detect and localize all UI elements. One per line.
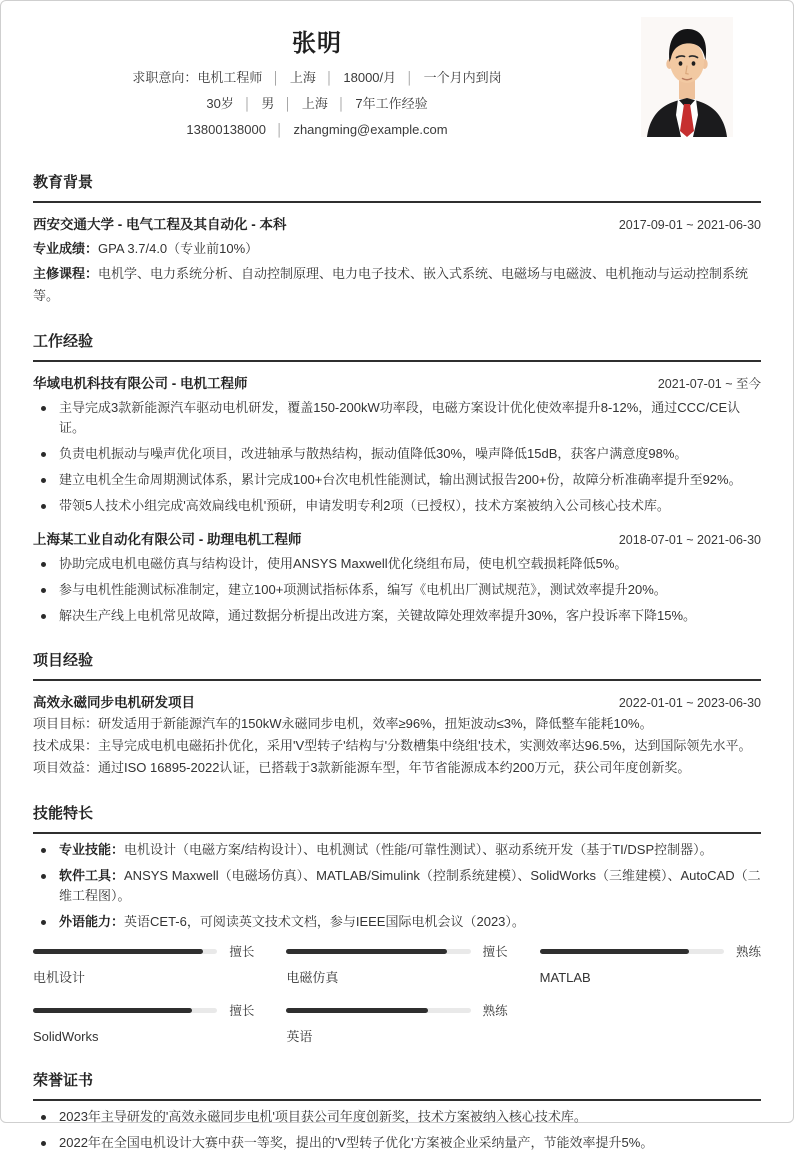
detail-label: 专业成绩： — [33, 241, 99, 256]
entry-title: 上海某工业自动化有限公司 - 助理电机工程师 — [33, 532, 302, 547]
skill-bullet-label: 专业技能： — [59, 842, 125, 857]
skill-bar-cell — [286, 1001, 507, 1046]
bullet-item: 参与电机性能测试标准制定，建立100+项测试指标体系，编写《电机出厂测试规范》，测试效率提升20%。 — [33, 580, 761, 600]
projects-entry — [33, 693, 761, 779]
skill-bar-track — [286, 1008, 470, 1013]
education-entry — [33, 215, 761, 307]
contact-item: 求职意向：电机工程师 — [132, 70, 263, 85]
section-skills — [33, 803, 761, 1046]
contact-separator: │ — [275, 123, 284, 137]
contact-separator: │ — [337, 97, 346, 111]
entry-date-range: 2018-07-01 ~ 2021-06-30 — [618, 533, 761, 547]
contact-item: 一个月内到岗 — [423, 70, 502, 85]
entry-heading-row — [33, 374, 761, 394]
contact-row — [33, 94, 601, 114]
bullet-item: 协助完成电机电磁仿真与结构设计，使用ANSYS Maxwell优化绕组布局，使电机空载损耗降低5%。 — [33, 554, 761, 574]
skill-bar-cell — [540, 942, 761, 987]
entry-detail-line: 项目目标：研发适用于新能源汽车的150kW永磁同步电机，效率≥96%，扭矩波动≤3%，降低整车能耗10%。 — [33, 716, 653, 731]
contact-item: 上海 — [289, 70, 316, 85]
project-entries — [33, 693, 761, 779]
skill-bars-grid — [33, 942, 761, 1046]
section-divider — [33, 360, 761, 362]
skill-level-label: 擅长 — [229, 1004, 255, 1018]
entry-title: 华域电机科技有限公司 - 电机工程师 — [33, 376, 248, 391]
skill-bar-row — [286, 942, 507, 960]
honor-bullet-item: 2023年主导研发的'高效永磁同步电机'项目获公司年度创新奖，技术方案被纳入核心技术库。 — [33, 1107, 761, 1127]
section-education — [33, 172, 761, 307]
bullet-item: 带领5人技术小组完成'高效扁线电机'预研，申请发明专利2项（已授权），技术方案被纳入公司核心技术库。 — [33, 496, 761, 516]
detail-label: 主修课程： — [33, 266, 99, 281]
skill-level-label: 熟练 — [735, 945, 761, 959]
entry-detail-line: 项目效益：通过ISO 16895-2022认证，已搭载于3款新能源车型，年节省能源成本约200万元，获公司年度创新奖。 — [33, 760, 691, 775]
contact-separator: │ — [325, 71, 334, 85]
skill-name-label: 电机设计 — [33, 970, 86, 985]
skill-bullet-item: 外语能力：英语CET-6，可阅读英文技术文档，参与IEEE国际电机会议（2023）。 — [33, 912, 761, 932]
section-title-work: 工作经验 — [33, 333, 94, 350]
honors-bullet-list — [33, 1107, 761, 1153]
bullet-list — [33, 398, 761, 516]
work-entry — [33, 374, 761, 516]
detail-label: 项目效益： — [33, 760, 99, 775]
skill-bar-track — [33, 949, 217, 954]
entry-heading-row — [33, 530, 761, 550]
resume-header — [33, 29, 761, 140]
entry-title: 西安交通大学 - 电气工程及其自动化 - 本科 — [33, 217, 287, 232]
bullet-item: 解决生产线上电机常见故障，通过数据分析提出改进方案，关键故障处理效率提升30%，客户投诉率下降15%。 — [33, 606, 761, 626]
avatar-illustration — [641, 17, 733, 137]
skill-bar-row — [33, 942, 254, 960]
skill-level-label: 熟练 — [482, 1004, 508, 1018]
skill-level-label: 擅长 — [482, 945, 508, 959]
detail-label: 技术成果： — [33, 738, 99, 753]
skill-bar-fill — [33, 1008, 192, 1013]
bullet-item: 建立电机全生命周期测试体系，累计完成100+台次电机性能测试，输出测试报告200+份，故障分析准确率提升至92%。 — [33, 470, 761, 490]
section-divider — [33, 832, 761, 834]
section-divider — [33, 679, 761, 681]
contact-separator: │ — [406, 71, 414, 85]
skill-bullet-item: 专业技能：电机设计（电磁方案/结构设计）、电机测试（性能/可靠性测试）、驱动系统开发（基于TI/DSP控制器）。 — [33, 840, 761, 860]
skill-bar-track — [33, 1008, 217, 1013]
skill-bar-fill — [286, 1008, 428, 1013]
contact-info — [33, 68, 601, 140]
education-entries — [33, 215, 761, 307]
skill-bar-row — [286, 1001, 507, 1019]
skill-bar-fill — [33, 949, 203, 954]
skill-bar-track — [286, 949, 470, 954]
candidate-photo — [641, 17, 733, 137]
contact-item: 上海 — [301, 96, 328, 111]
contact-separator: │ — [272, 71, 280, 85]
skill-bar-cell — [33, 1001, 254, 1046]
section-honors — [33, 1070, 761, 1153]
entry-date-range: 2022-01-01 ~ 2023-06-30 — [618, 696, 761, 710]
section-divider — [33, 1099, 761, 1101]
detail-label: 项目目标： — [33, 716, 99, 731]
section-title-honors: 荣誉证书 — [33, 1072, 94, 1089]
section-work — [33, 331, 761, 626]
contact-item: zhangming@example.com — [293, 122, 448, 137]
contact-item: 7年工作经验 — [355, 96, 428, 111]
entry-title: 高效永磁同步电机研发项目 — [33, 695, 195, 710]
bullet-item: 主导完成3款新能源汽车驱动电机研发，覆盖150-200kW功率段，电磁方案设计优化使效率提升8-12%，通过CCC/CE认证。 — [33, 398, 761, 438]
contact-item: 18000/月 — [343, 70, 397, 85]
contact-item: 13800138000 — [186, 122, 266, 137]
skill-level-label: 擅长 — [229, 945, 255, 959]
skill-bullet-label: 软件工具： — [59, 868, 125, 883]
skill-name-label: SolidWorks — [33, 1029, 99, 1044]
contact-separator: │ — [243, 97, 252, 111]
bullet-list — [33, 554, 761, 626]
section-title-education: 教育背景 — [33, 174, 94, 191]
bullet-item: 负责电机振动与噪声优化项目，改进轴承与散热结构，振动值降低30%，噪声降低15dB，获客户满意度98%。 — [33, 444, 761, 464]
section-title-skills: 技能特长 — [33, 805, 94, 822]
skill-name-label: MATLAB — [539, 970, 591, 985]
skill-bar-fill — [286, 949, 446, 954]
entry-heading-row — [33, 693, 761, 713]
work-entries — [33, 374, 761, 626]
entry-date-range: 2021-07-01 ~ 至今 — [657, 377, 761, 391]
skill-name-label: 英语 — [286, 1029, 313, 1044]
skill-bar-track — [540, 949, 724, 954]
candidate-name: 张明 — [292, 30, 342, 57]
skill-name-label: 电磁仿真 — [286, 970, 339, 985]
entry-detail-line: 主修课程：电机学、电力系统分析、自动控制原理、电力电子技术、嵌入式系统、电磁场与电磁波、电机拖动与运动控制系统等。 — [33, 266, 749, 303]
contact-item: 30岁 — [206, 96, 234, 111]
entry-detail-line: 技术成果：主导完成电机电磁拓扑优化，采用'V型转子'结构与'分数槽集中绕组'技术，实测效率达96.5%，达到国际领先水平。 — [33, 738, 752, 753]
section-title-projects: 项目经验 — [33, 652, 94, 669]
work-entry — [33, 530, 761, 626]
section-projects — [33, 650, 761, 779]
contact-item: 男 — [261, 96, 275, 111]
contact-row — [33, 120, 601, 140]
section-divider — [33, 201, 761, 203]
skill-bar-row — [33, 1001, 254, 1019]
skill-bar-fill — [540, 949, 689, 954]
skills-bullet-list — [33, 840, 761, 932]
contact-separator: │ — [284, 97, 292, 111]
contact-row — [33, 68, 601, 88]
skill-bar-cell — [286, 942, 507, 987]
honor-bullet-item: 2022年在全国电机设计大赛中获一等奖，提出的'V型转子优化'方案被企业采纳量产，节能效率提升5%。 — [33, 1133, 761, 1153]
skill-bar-row — [540, 942, 761, 960]
skill-bullet-item: 软件工具：ANSYS Maxwell（电磁场仿真）、MATLAB/Simulink（控制系统建模）、SolidWorks（三维建模）、AutoCAD（二维工程图）。 — [33, 866, 761, 906]
skill-bar-cell — [33, 942, 254, 987]
entry-date-range: 2017-09-01 ~ 2021-06-30 — [618, 218, 761, 232]
entry-heading-row — [33, 215, 761, 235]
header-text-block — [33, 29, 601, 140]
skill-bullet-label: 外语能力： — [59, 914, 125, 929]
entry-detail-line: 专业成绩：GPA 3.7/4.0（专业前10%） — [33, 241, 259, 256]
